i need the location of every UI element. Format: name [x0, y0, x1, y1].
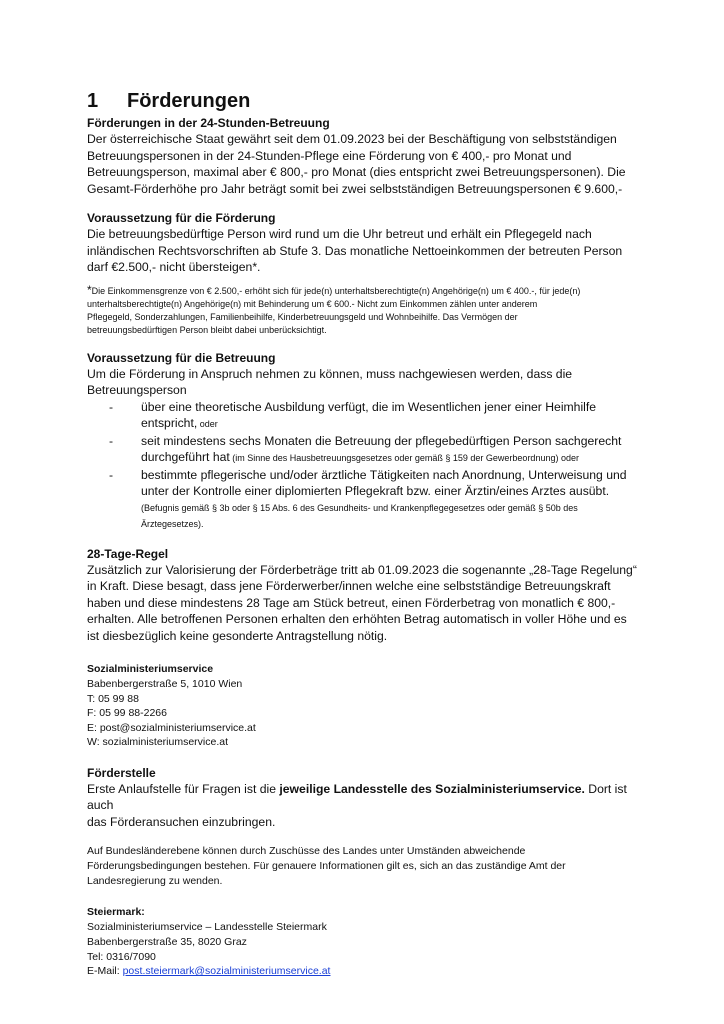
email-link[interactable]: post.steiermark@sozialministeriumservice.at: [122, 965, 331, 978]
footnote-line: betreuungsbedürftigen Person bleibt dabei unberücksichtigt.: [87, 324, 327, 335]
body-line: Gesamt-Förderhöhe pro Jahr beträgt somit bei zwei selbstständigen Betreuungspersonen € 9.600,-: [87, 181, 623, 196]
section-title-28-tage-regel: 28-Tage-Regel: [87, 546, 169, 561]
list-item-note: Ärztegesetzes).: [141, 519, 204, 529]
contact-email: E: post@sozialministeriumservice.at: [87, 721, 256, 734]
page-title: [87, 90, 647, 112]
section-title-voraussetzung-betreuung: Voraussetzung für die Betreuung: [87, 350, 276, 365]
list-item-note: oder: [197, 419, 218, 429]
list-item-line: unter der Kontrolle einer diplomierten Pflegekraft bzw. einer Ärztin/eines Arztes ausübt.: [141, 484, 610, 498]
body-line: in Kraft. Diese besagt, dass jene Förderwerber/innen welche eine selbstständige Betreuungskraft: [87, 579, 611, 593]
body-line: Die betreuungsbedürftige Person wird rund um die Uhr betreut und erhält ein Pflegegeld nach: [87, 227, 592, 241]
body-line: Zusätzlich zur Valorisierung der Förderbeträge tritt ab 01.09.2023 die sogenannte „28-Tage Regelung“: [87, 562, 637, 577]
list-item: [109, 433, 647, 467]
body-text: Dort ist auch: [87, 781, 627, 813]
body-line: Landesregierung zu wenden.: [87, 875, 223, 888]
footnote-line: Die Einkommensgrenze von € 2.500,- erhöht sich für jede(n) unterhaltsberechtigte(n) Angehörige(n) um € 400.-, für jede(n): [91, 285, 581, 296]
heading-title: Förderungen: [127, 90, 251, 112]
list-item-note: (Befugnis gemäß § 3b oder § 15 Abs. 6 des Gesundheits- und Krankenpflegegesetzes oder gemäß § 50b des: [141, 502, 578, 513]
body-line: [87, 781, 647, 814]
contact-org: Sozialministeriumservice – Landesstelle Steiermark: [87, 921, 327, 934]
body-line: das Förderansuchen einzubringen.: [87, 814, 276, 829]
body-line: ist diesbezüglich keine gesonderte Antragstellung nötig.: [87, 628, 388, 643]
list-item-line: - bestimmte pflegerische und/oder ärztliche Tätigkeiten nach Anordnung, Unterweisung und: [141, 467, 627, 482]
footnote: [87, 284, 647, 337]
body-line: erhalten. Alle betroffenen Personen erhalten den erhöhten Betrag automatisch in voller Höhe und es: [87, 612, 627, 626]
section-title-voraussetzung-foerderung: Voraussetzung für die Förderung: [87, 211, 276, 225]
body-line: Betreuungspersonen in der 24-Stunden-Pflege eine Förderung von € 400,- pro Monat und: [87, 148, 572, 163]
body-line: Betreuungsperson, maximal aber € 800,- pro Monat (dies entspricht zwei Betreuungspersonen). Die: [87, 165, 626, 179]
body-line: darf €2.500,- nicht übersteigen*.: [87, 260, 261, 274]
contact-email: [87, 964, 647, 979]
list-item: [109, 399, 647, 433]
body-line: haben und diese mindestens 28 Tage am Stück betreut, einen Förderbetrag von monatlich € 800,-: [87, 595, 616, 610]
section-title-foerderungen-24h: Förderungen in der 24-Stunden-Betreuung: [87, 116, 330, 130]
list-item-line: [141, 449, 647, 467]
contact-web: W: sozialministeriumservice.at: [87, 736, 229, 749]
body-line: Der österreichische Staat gewährt seit dem 01.09.2023 bei der Beschäftigung von selbstständigen: [87, 132, 617, 146]
contact-title: Sozialministeriumservice: [87, 663, 214, 675]
regional-note: [87, 844, 647, 889]
heading-number: 1: [87, 90, 99, 112]
body-line: Um die Förderung in Anspruch nehmen zu können, muss nachgewiesen werden, dass die: [87, 366, 573, 381]
contact-title: Steiermark:: [87, 906, 145, 919]
requirements-list: [87, 399, 647, 533]
body-text: Erste Anlaufstelle für Fragen ist die: [87, 781, 280, 796]
contact-address: Babenbergerstraße 5, 1010 Wien: [87, 678, 243, 690]
list-item-text: durchgeführt hat: [141, 450, 230, 464]
list-item-note: (im Sinne des Hausbetreuungsgesetzes oder gemäß § 159 der Gewerbeordnung) oder: [229, 453, 579, 463]
email-label: E-Mail:: [87, 965, 123, 978]
body-line: Auf Bundesländerebene können durch Zuschüsse des Landes unter Umständen abweichende: [87, 845, 526, 858]
document-page: [87, 90, 647, 979]
list-item-line: - seit mindestens sechs Monaten die Betreuung der pflegebedürftigen Person sachgerecht: [141, 433, 622, 448]
footnote-line: unterhaltsberechtigte(n) Angehörige(n) mit Behinderung um € 600.- Nicht zum Einkommen zählen unter anderem: [87, 298, 538, 309]
footnote-star: *: [87, 282, 92, 297]
contact-block-steiermark: [87, 905, 647, 978]
footnote-line: Pflegegeld, Sonderzahlungen, Familienbeihilfe, Kinderbetreuungsgeld und Wohnbeihilfe. Das Vermögen der: [87, 311, 518, 322]
list-item-line: [141, 415, 647, 433]
contact-phone: Tel: 0316/7090: [87, 950, 156, 963]
section-title-foerderstelle: Förderstelle: [87, 765, 156, 780]
contact-phone: T: 05 99 88: [87, 692, 139, 705]
body-line: inländischen Rechtsvorschriften ab Stufe 3. Das monatliche Nettoeinkommen der betreuten Person: [87, 243, 623, 258]
body-line: Förderungsbedingungen bestehen. Für genauere Informationen gilt es, sich an das zuständige Amt der: [87, 860, 566, 873]
list-item-line: - über eine theoretische Ausbildung verfügt, die im Wesentlichen jener einer Heimhilfe: [141, 399, 597, 414]
contact-address: Babenbergerstraße 35, 8020 Graz: [87, 936, 247, 949]
list-item-text: entspricht,: [141, 416, 198, 430]
body-line: Betreuungsperson: [87, 383, 187, 397]
list-item: [109, 467, 647, 533]
contact-block-sms: [87, 662, 647, 750]
contact-fax: F: 05 99 88-2266: [87, 707, 167, 720]
body-text-bold: jeweilige Landesstelle des Sozialministeriumservice.: [279, 781, 585, 796]
